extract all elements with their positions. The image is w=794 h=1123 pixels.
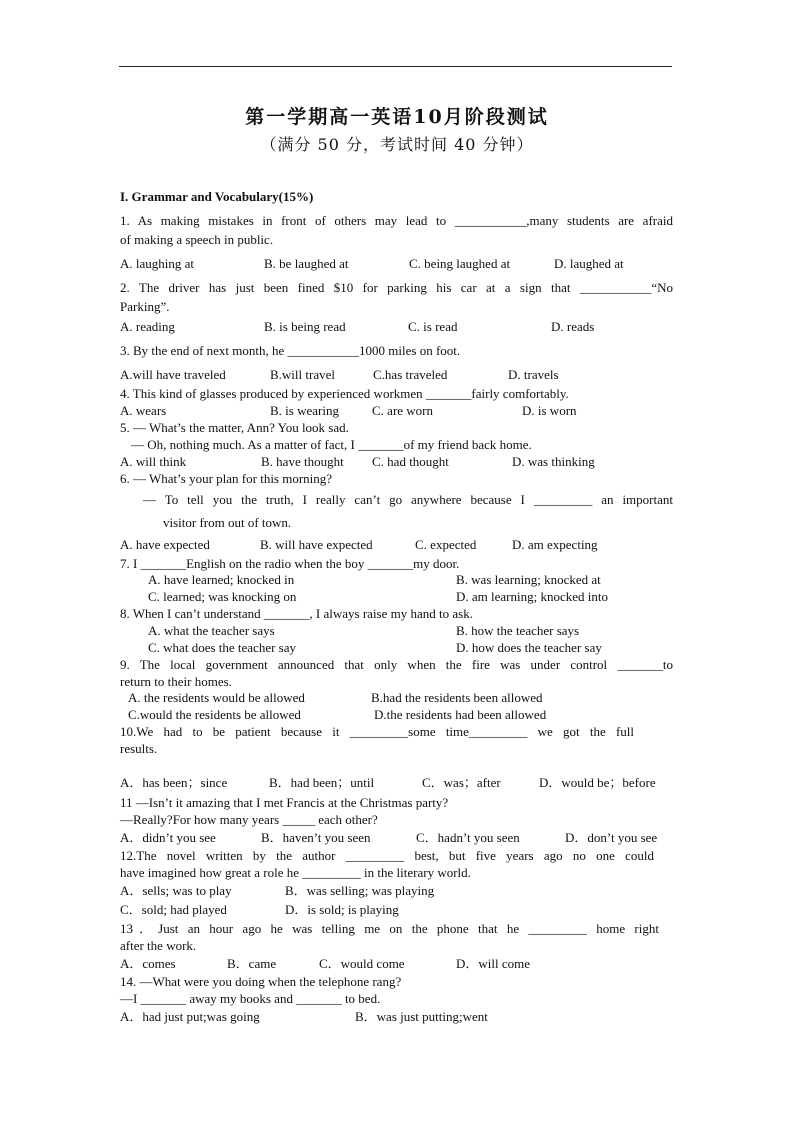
question-14-text: 14. —What were you doing when the telephone rang? [120, 974, 402, 989]
question-5-reply: — Oh, nothing much. As a matter of fact, I _______of my friend back home. [131, 437, 532, 452]
q2-option-c: C. is read [408, 319, 458, 334]
question-13-text-cont: after the work. [120, 938, 197, 953]
q11-option-a: A．didn’t you see [120, 830, 216, 845]
question-10-text-cont: results. [120, 741, 158, 756]
q5-option-b: B. have thought [261, 454, 344, 469]
q8-option-d: D. how does the teacher say [456, 640, 602, 655]
q6-option-c: C. expected [415, 537, 477, 552]
q8-option-b: B. how the teacher says [456, 623, 580, 638]
q10-option-d: D．would be；before [539, 775, 656, 790]
question-6-text: 6. — What’s your plan for this morning? [120, 471, 333, 486]
q3-option-b: B.will travel [270, 367, 335, 382]
q13-option-d: D．will come [456, 956, 531, 971]
q12-option-b: B．was selling; was playing [285, 883, 435, 898]
question-8-text: 8. When I can’t understand _______, I always raise my hand to ask. [120, 606, 473, 621]
section-heading: I. Grammar and Vocabulary(15%) [120, 189, 314, 204]
page-title: 第一学期高一英语10月阶段测试 [245, 106, 549, 128]
q14-option-b: B．was just putting;went [355, 1009, 488, 1024]
q3-option-d: D. travels [508, 367, 559, 382]
q9-option-c: C.would the residents be allowed [128, 707, 301, 722]
q8-option-a: A. what the teacher says [148, 623, 275, 638]
header-rule [119, 66, 672, 67]
q9-option-a: A. the residents would be allowed [128, 690, 305, 705]
question-11-reply: —Really?For how many years _____ each other? [120, 812, 378, 827]
q6-option-d: D. am expecting [512, 537, 598, 552]
q6-option-a: A. have expected [120, 537, 210, 552]
question-7-text: 7. I _______English on the radio when the boy _______my door. [120, 556, 460, 571]
q1-option-a: A. laughing at [120, 256, 195, 271]
question-6-reply: — To tell you the truth, I really can’t go anywhere because I _________ an important [143, 492, 673, 507]
question-1-text: 1. As making mistakes in front of others may lead to ___________,many students are afraid [120, 213, 673, 228]
q11-option-c: C．hadn’t you seen [416, 830, 520, 845]
q1-option-c: C. being laughed at [409, 256, 511, 271]
q9-option-d: D.the residents had been allowed [374, 707, 547, 722]
question-2-text-cont: Parking”. [120, 299, 170, 314]
q4-option-c: C. are worn [372, 403, 434, 418]
question-1-text-cont: of making a speech in public. [120, 232, 274, 247]
q9-option-b: B.had the residents been allowed [371, 690, 543, 705]
page-subtitle: （满分 50 分，考试时间 40 分钟） [260, 135, 534, 154]
q12-option-c: C．sold; had played [120, 902, 227, 917]
q5-option-c: C. had thought [372, 454, 449, 469]
q3-option-c: C.has traveled [373, 367, 448, 382]
question-14-reply: —I _______ away my books and _______ to bed. [120, 991, 381, 1006]
q2-option-d: D. reads [551, 319, 595, 334]
question-13-text: 13．Just an hour ago he was telling me on the phone that he _________ home right [120, 921, 659, 936]
q13-option-c: C．would come [319, 956, 405, 971]
q5-option-d: D. was thinking [512, 454, 595, 469]
q2-option-b: B. is being read [264, 319, 346, 334]
q6-option-b: B. will have expected [260, 537, 373, 552]
question-5-text: 5. — What’s the matter, Ann? You look sad. [120, 420, 349, 435]
question-11-text: 11 —Isn’t it amazing that I met Francis at the Christmas party? [120, 795, 449, 810]
q11-option-b: B．haven’t you seen [261, 830, 371, 845]
question-12-text: 12.The novel written by the author _________ best, but five years ago no one could [120, 848, 654, 863]
q10-option-b: B．had been；until [269, 775, 375, 790]
q10-option-a: A．has been；since [120, 775, 228, 790]
q4-option-a: A. wears [120, 403, 167, 418]
q8-option-c: C. what does the teacher say [148, 640, 297, 655]
question-9-text: 9. The local government announced that only when the fire was under control _______to [120, 657, 673, 672]
q5-option-a: A. will think [120, 454, 187, 469]
q12-option-d: D．is sold; is playing [285, 902, 399, 917]
q7-option-b: B. was learning; knocked at [456, 572, 601, 587]
q1-option-d: D. laughed at [554, 256, 624, 271]
q10-option-c: C．was；after [422, 775, 501, 790]
q13-option-a: A．comes [120, 956, 176, 971]
q7-option-c: C. learned; was knocking on [148, 589, 297, 604]
q13-option-b: B．came [227, 956, 277, 971]
q4-option-b: B. is wearing [270, 403, 339, 418]
q11-option-d: D．don’t you see [565, 830, 658, 845]
question-3-text: 3. By the end of next month, he ___________1000 miles on foot. [120, 343, 461, 358]
question-6-reply-cont: visitor from out of town. [163, 515, 292, 530]
question-10-text: 10.We had to be patient because it _________some time_________ we got the full [120, 724, 634, 739]
question-4-text: 4. This kind of glasses produced by experienced workmen _______fairly comfortably. [120, 386, 569, 401]
q12-option-a: A．sells; was to play [120, 883, 232, 898]
q1-option-b: B. be laughed at [264, 256, 349, 271]
question-9-text-cont: return to their homes. [120, 674, 232, 689]
question-12-text-cont: have imagined how great a role he _________ in the literary world. [120, 865, 471, 880]
q14-option-a: A．had just put;was going [120, 1009, 260, 1024]
q4-option-d: D. is worn [522, 403, 577, 418]
q3-option-a: A.will have traveled [120, 367, 226, 382]
question-2-text: 2. The driver has just been fined $10 for parking his car at a sign that ___________“No [120, 280, 673, 295]
q7-option-a: A. have learned; knocked in [148, 572, 295, 587]
q2-option-a: A. reading [120, 319, 175, 334]
q7-option-d: D. am learning; knocked into [456, 589, 608, 604]
